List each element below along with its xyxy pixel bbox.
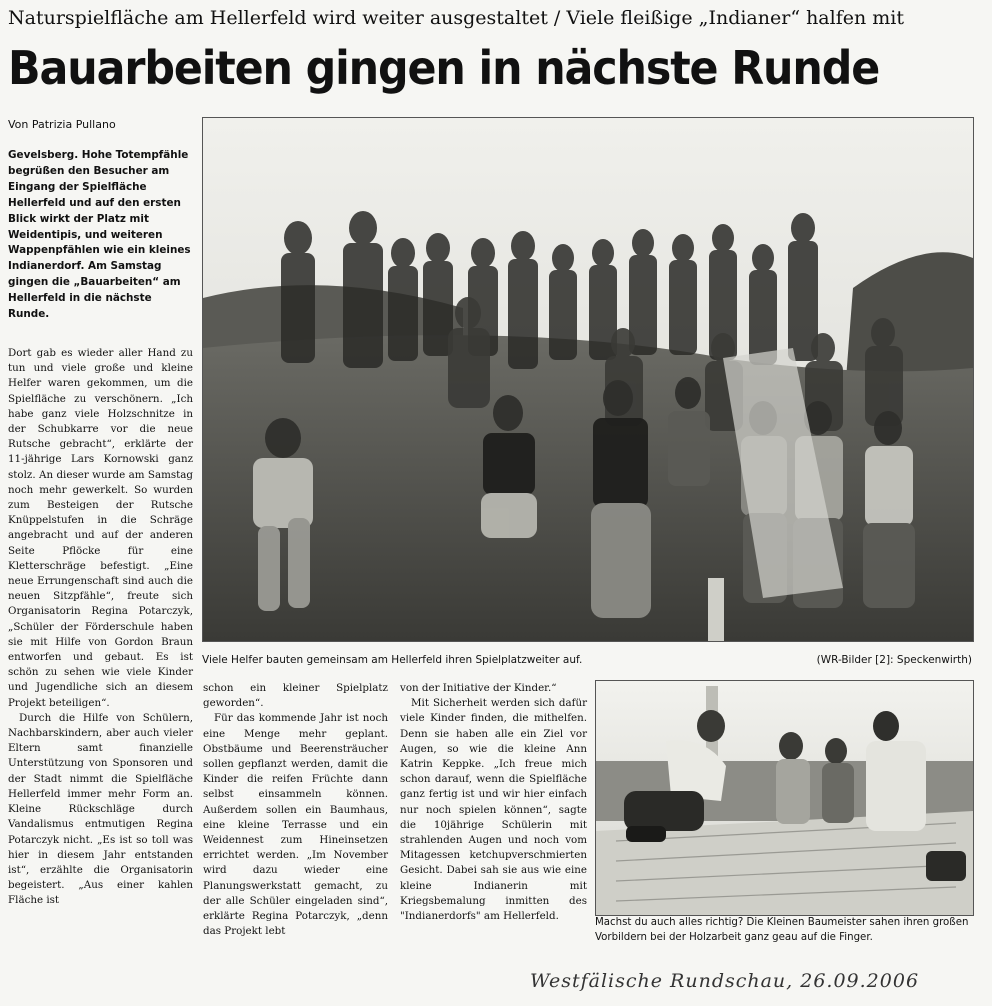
column-2-paragraph-2: Für das kommende Jahr ist noch eine Menge mehr geplant. Obstbäume und Beerensträucher sollen gepflanzt werden, damit die Kinder die reifen Früchte dann selbst einsammeln können. Außerdem sollen ein Baumhaus, eine kleine Terrasse und ein Weidennest zum Hineinsetzen errichtet werden. „Im November wird dazu wieder eine Planungswerkstatt gemacht, zu der alle Schüler eingeladen sind“, erklärte Regina Potarczyk, „denn das Projekt lebt [203,712,388,938]
workbench-photo [595,680,974,916]
article-headline: Bauarbeiten gingen in nächste Runde [8,41,880,95]
column-3-paragraph-1: von der Initiative der Kinder.“ [400,682,557,694]
workbench-photo-caption: Machst du auch alles richtig? Die Kleinen Baumeister sahen ihren großen Vorbildern bei der Holzarbeit ganz geau auf die Finger. [595,917,969,943]
column-3-paragraph-2: Mit Sicherheit werden sich dafür viele Kinder finden, die mithelfen. Denn sie haben alle ein Ziel vor Augen, so wie die kleine Ann Katrin Keppke. „Ich freue mich schon darauf, wenn die Spielfläche ganz fertig ist und wir hier einfach nur noch spielen können“, sagte die 10jährige Schülerin mit strahlenden Augen und noch vom Mitagessen ketchupverschmierten Gesicht. Dabei sah sie aus wie eine kleine Indianerin mit Kriegsbemalung inmitten des "Indianerdorfs" am Hellerfeld. [400,697,587,923]
column-1-paragraph-1: Dort gab es wieder aller Hand zu tun und viele große und kleine Helfer waren gekommen, um die Spielfläche zu verschönern. „Ich habe ganz viele Holzschnitze in der Schubkarre vor die neue Rutsche gebracht“, erklärte der 11-jährige Lars Kornowski ganz stolz. An dieser wurde am Samstag noch mehr gewerkelt. So wurden zum Besteigen der Rutsche Knüppelstufen in die Schräge angebracht und auf der anderen Seite Pflöcke für eine Kletterschräge befestigt. „Eine neue Errungenschaft sind auch die neuen Sitzpfähle“, freute sich Organisatorin Regina Potarczyk, „Schüler der Förderschule haben sie mit Hilfe von Gordon Braun entworfen und gebaut. Es ist schön zu sehen wie viele Kinder und Jugendliche sich an diesem Projekt beteiligen“. [8,347,193,709]
column-2-paragraph-1: schon ein kleiner Spielplatz geworden“. [203,682,388,710]
article-lead: Gevelsberg. Hohe Totempfähle begrüßen den Besucher am Eingang der Spielfläche Hellerfeld und auf den ersten Blick wirkt der Platz mit Weidentipis, und weiteren Wappenpfählen wie ein kleines Indianerdorf. Am Samstag gingen die „Bauarbeiten“ am Hellerfeld in die nächste Runde. [8,149,191,321]
article-kicker: Naturspielfläche am Hellerfeld wird weiter ausgestaltet / Viele fleißige „Indianer“ halfen mit [8,7,904,29]
photo-credit: (WR-Bilder [2]: Speckenwirth) [816,654,972,666]
group-photo-caption: Viele Helfer bauten gemeinsam am Hellerfeld ihren Spielplatzweiter auf. [202,654,583,666]
article-column-1 [8,346,193,909]
article-byline: Von Patrizia Pullano [8,118,116,131]
group-photo-image [203,118,973,641]
column-1-paragraph-2: Durch die Hilfe von Schülern, Nachbarskindern, aber auch vieler Eltern samt finanzielle Unterstützung von Sponsoren und der Stadt nimmt die Spielfläche Hellerfeld immer mehr Form an. Kleine Rückschläge durch Vandalismus entmutigen Regina Potarczyk nicht. „Es ist so toll was hier in diesem Jahr entstanden ist“, erzählte die Organisatorin begeistert. „Aus einer kahlen Fläche ist [8,711,193,907]
workbench-photo-image [596,681,973,915]
handwritten-source-note: Westfälische Rundschau, 26.09.2006 [530,970,920,992]
article-column-3 [400,681,587,924]
group-photo [202,117,974,642]
article-column-2 [203,681,388,939]
